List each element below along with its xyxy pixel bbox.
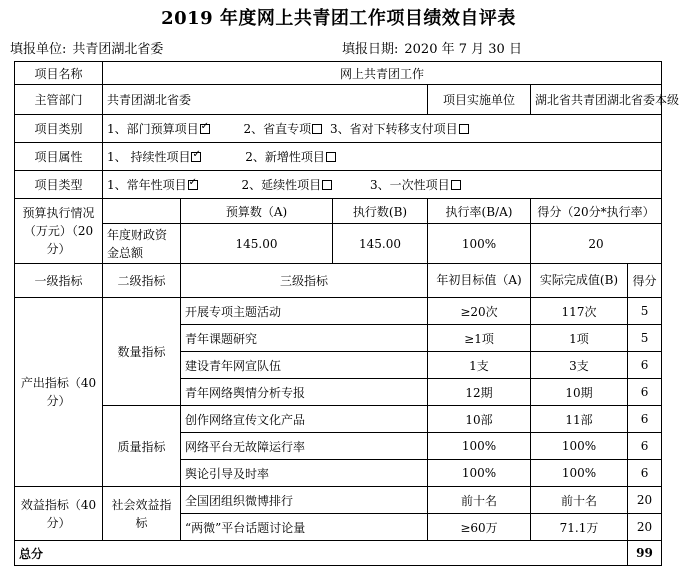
checkbox-icon[interactable] xyxy=(326,152,336,162)
indicator-target: ≥20次 xyxy=(428,298,531,325)
attribute-label: 项目属性 xyxy=(15,143,103,171)
category-row xyxy=(15,115,662,143)
category-label: 项目类别 xyxy=(15,115,103,143)
table-row xyxy=(15,487,662,514)
filing-date: 填报日期: 2020 年 7 月 30 日 xyxy=(342,42,522,57)
exec-col-header: 执行数(B) xyxy=(333,199,428,224)
category-option: 2、省直专项 xyxy=(243,122,322,136)
project-name-row xyxy=(15,62,662,85)
indicator-actual: 前十名 xyxy=(531,487,628,514)
checkbox-icon[interactable] xyxy=(451,180,461,190)
actual-header: 实际完成值(B) xyxy=(531,264,628,298)
indicator-name: 青年课题研究 xyxy=(181,325,428,352)
type-options xyxy=(103,171,662,199)
department-row xyxy=(15,85,662,115)
indicator-target: ≥1项 xyxy=(428,325,531,352)
indicator-name: 青年网络舆情分析专报 xyxy=(181,379,428,406)
budget-col-header: 预算数（A) xyxy=(181,199,333,224)
total-value: 99 xyxy=(628,541,662,566)
indicator-target: 10部 xyxy=(428,406,531,433)
level3-header: 三级指标 xyxy=(181,264,428,298)
total-row xyxy=(15,541,662,566)
total-label: 总分 xyxy=(15,541,628,566)
indicator-name: 创作网络宣传文化产品 xyxy=(181,406,428,433)
indicator-score: 5 xyxy=(628,298,662,325)
indicator-target: ≥60万 xyxy=(428,514,531,541)
filing-unit: 填报单位: 共青团湖北省委 xyxy=(10,42,164,57)
indicator-score: 6 xyxy=(628,460,662,487)
benefit-indicator-group: 效益指标（40分） xyxy=(15,487,103,541)
rate-col-header: 执行率(B/A) xyxy=(428,199,531,224)
quantity-indicator-group: 数量指标 xyxy=(103,298,181,406)
filing-date-value: 2020 年 7 月 30 日 xyxy=(404,42,522,57)
implementing-unit-value: 湖北省共青团湖北省委本级 xyxy=(531,85,662,115)
indicator-target: 100% xyxy=(428,433,531,460)
social-benefit-group: 社会效益指标 xyxy=(103,487,181,541)
table-row xyxy=(15,298,662,325)
department-value: 共青团湖北省委 xyxy=(103,85,428,115)
budget-header-row xyxy=(15,199,662,224)
indicator-name: 开展专项主题活动 xyxy=(181,298,428,325)
type-label: 项目类型 xyxy=(15,171,103,199)
score-header: 得分 xyxy=(628,264,662,298)
checkbox-icon[interactable] xyxy=(459,124,469,134)
indicator-name: 网络平台无故障运行率 xyxy=(181,433,428,460)
level1-header: 一级指标 xyxy=(15,264,103,298)
project-name-label: 项目名称 xyxy=(15,62,103,85)
indicator-name: “两微”平台话题讨论量 xyxy=(181,514,428,541)
attribute-row xyxy=(15,143,662,171)
filing-unit-value: 共青团湖北省委 xyxy=(72,42,164,57)
indicator-actual: 100% xyxy=(531,460,628,487)
table-row xyxy=(15,406,662,433)
indicator-score: 20 xyxy=(628,487,662,514)
type-row xyxy=(15,171,662,199)
indicator-target: 前十名 xyxy=(428,487,531,514)
indicator-actual: 1项 xyxy=(531,325,628,352)
indicator-actual: 100% xyxy=(531,433,628,460)
budget-label: 预算执行情况（万元）（20分） xyxy=(15,199,103,264)
indicator-target: 100% xyxy=(428,460,531,487)
attribute-option: 2、新增性项目 xyxy=(245,150,336,164)
indicator-actual: 3支 xyxy=(531,352,628,379)
indicator-actual: 10期 xyxy=(531,379,628,406)
attribute-options xyxy=(103,143,662,171)
type-option: 3、一次性项目 xyxy=(370,178,461,192)
department-label: 主管部门 xyxy=(15,85,103,115)
indicator-name: 建设青年网宣队伍 xyxy=(181,352,428,379)
indicator-score: 5 xyxy=(628,325,662,352)
indicator-score: 6 xyxy=(628,352,662,379)
budget-value: 145.00 xyxy=(181,224,333,264)
indicator-name: 全国团组织微博排行 xyxy=(181,487,428,514)
type-option: 1、常年性项目✓ xyxy=(107,178,198,192)
indicator-score: 6 xyxy=(628,379,662,406)
category-options xyxy=(103,115,662,143)
type-option: 2、延续性项目 xyxy=(241,178,332,192)
rate-value: 100% xyxy=(428,224,531,264)
category-option: 1、部门预算项目✓ xyxy=(107,122,210,136)
target-header: 年初目标值（A) xyxy=(428,264,531,298)
quality-indicator-group: 质量指标 xyxy=(103,406,181,487)
budget-value-row xyxy=(15,224,662,264)
indicator-actual: 11部 xyxy=(531,406,628,433)
indicator-header-row xyxy=(15,264,662,298)
score-col-header: 得分（20分*执行率） xyxy=(531,199,662,224)
exec-value: 145.00 xyxy=(333,224,428,264)
budget-score-value: 20 xyxy=(531,224,662,264)
checkbox-checked-icon[interactable] xyxy=(191,152,201,162)
output-indicator-group: 产出指标（40分） xyxy=(15,298,103,487)
indicator-name: 舆论引导及时率 xyxy=(181,460,428,487)
category-option: 3、省对下转移支付项目 xyxy=(330,122,469,136)
evaluation-table xyxy=(14,61,679,566)
attribute-option: 1、 持续性项目✓ xyxy=(107,150,201,164)
indicator-actual: 117次 xyxy=(531,298,628,325)
project-name-value: 网上共青团工作 xyxy=(103,62,662,85)
indicator-target: 12期 xyxy=(428,379,531,406)
implementing-unit-label: 项目实施单位 xyxy=(428,85,531,115)
indicator-score: 6 xyxy=(628,406,662,433)
checkbox-icon[interactable] xyxy=(312,124,322,134)
checkbox-checked-icon[interactable] xyxy=(188,180,198,190)
form-title: 2019 年度网上共青团工作项目绩效自评表 xyxy=(161,8,516,29)
checkbox-icon[interactable] xyxy=(322,180,332,190)
indicator-score: 20 xyxy=(628,514,662,541)
indicator-score: 6 xyxy=(628,433,662,460)
indicator-actual: 71.1万 xyxy=(531,514,628,541)
indicator-target: 1支 xyxy=(428,352,531,379)
level2-header: 二级指标 xyxy=(103,264,181,298)
annual-funds-label: 年度财政资金总额 xyxy=(103,224,181,264)
checkbox-checked-icon[interactable] xyxy=(200,124,210,134)
